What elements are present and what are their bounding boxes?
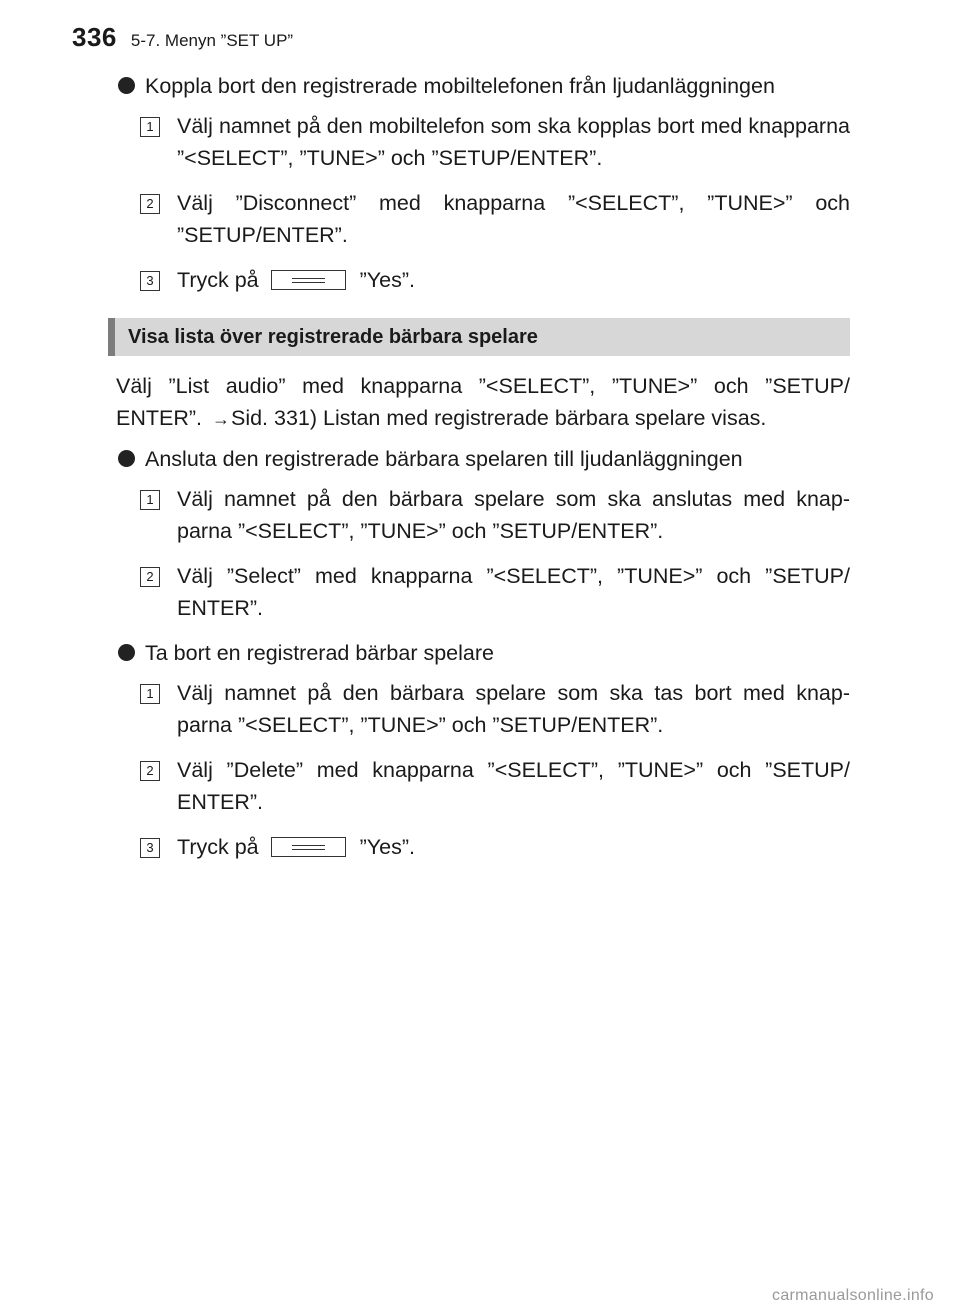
step-item [140,110,850,174]
enter-button-icon [271,270,346,290]
step-text: Välj namnet på den bärbara spelare som ska tas bort med knap- parna ”<SELECT”, ”TUNE>” och ”SETUP/ENTER”. [177,681,850,737]
bullet-heading-connect-player [118,443,850,475]
step-item [140,483,850,547]
step-suffix: ”Yes”. [359,268,416,292]
heading-text: Koppla bort den registrerade mobiltelefonen från ljudanläggningen [145,74,775,98]
section-bar [108,318,850,356]
bullet-icon [118,450,135,467]
page-number: 336 [72,22,117,52]
step-text: Välj ”Disconnect” med knapparna ”<SELECT”, ”TUNE>” och ”SETUP/ENTER”. [177,191,850,247]
heading-text: Ta bort en registrerad bärbar spelare [145,641,494,665]
step-text: Välj ”Select” med knapparna ”<SELECT”, ”TUNE>” och ”SETUP/ ENTER”. [177,564,850,620]
bullet-heading-delete-player [118,637,850,669]
bullet-icon [118,644,135,661]
step-number-box: 2 [140,761,160,781]
step-number-box: 2 [140,567,160,587]
step-prefix: Tryck på [177,268,259,292]
body-paragraph [116,370,850,435]
paragraph-text-a: Välj ”List audio” med knapparna ”<SELECT”, ”TUNE>” och ”SETUP/ ENTER”. [116,374,850,430]
bullet-icon [118,77,135,94]
page-header [72,22,293,53]
step-item [140,677,850,741]
arrow-right-icon: → [211,409,230,429]
step-number-box: 2 [140,194,160,214]
step-number-box: 3 [140,271,160,291]
step-number-box: 1 [140,684,160,704]
step-number-box: 3 [140,838,160,858]
step-text [177,831,850,863]
heading-text: Ansluta den registrerade bärbara spelaren till ljudanläggningen [145,447,743,471]
paragraph-text-b: Sid. 331) Listan med registrerade bärbara spelare visas. [230,406,767,430]
step-number-box: 1 [140,117,160,137]
step-item [140,560,850,624]
step-text: Välj namnet på den mobiltelefon som ska kopplas bort med knapparna ”<SELECT”, ”TUNE>” och ”SETUP/ENTER”. [177,114,850,170]
step-item [140,831,850,863]
step-text: Välj ”Delete” med knapparna ”<SELECT”, ”TUNE>” och ”SETUP/ ENTER”. [177,758,850,814]
step-suffix: ”Yes”. [359,835,416,859]
step-text [177,264,850,296]
chapter-title: 5-7. Menyn ”SET UP” [130,31,294,50]
step-item [140,264,850,296]
enter-button-icon [271,837,346,857]
step-prefix: Tryck på [177,835,259,859]
bullet-heading-disconnect-phone [118,70,850,102]
watermark: carmanualsonline.info [772,1287,934,1304]
section-title: Visa lista över registrerade bärbara spelare [128,326,538,348]
step-text: Välj namnet på den bärbara spelare som ska anslutas med knap- parna ”<SELECT”, ”TUNE>” och ”SETUP/ENTER”. [177,487,850,543]
page-content [118,68,850,876]
step-item [140,187,850,251]
step-number-box: 1 [140,490,160,510]
step-item [140,754,850,818]
